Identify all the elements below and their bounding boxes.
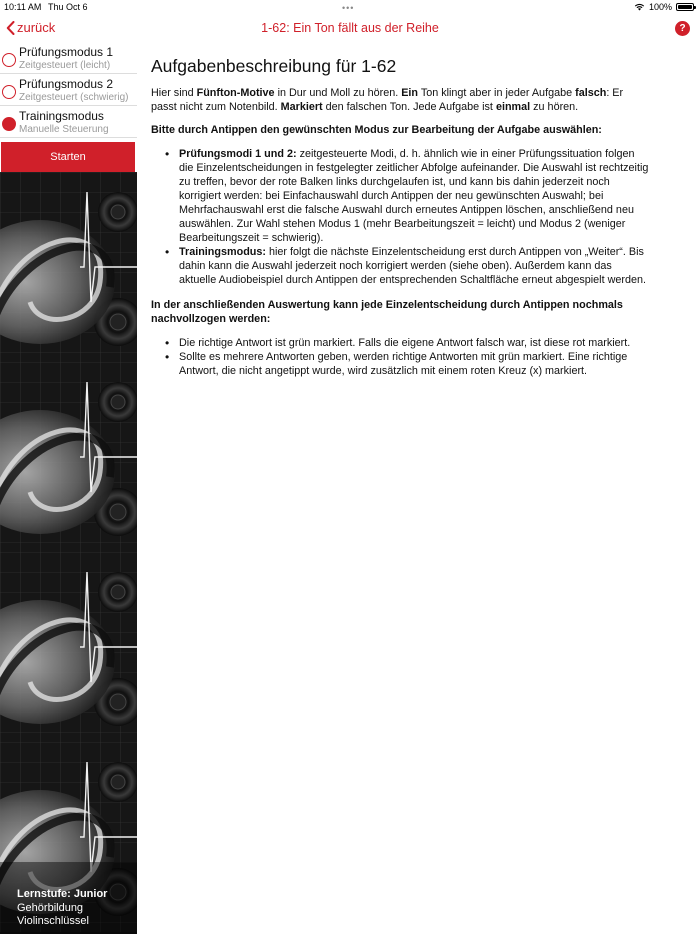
intro-text: Ton klingt aber in jeder Aufgabe (418, 87, 576, 99)
battery-icon (676, 3, 694, 11)
wifi-icon (634, 3, 645, 11)
status-time: 10:11 AM (4, 2, 42, 12)
mode-title: Prüfungsmodus 1 (19, 45, 114, 59)
clef-label: Violinschlüssel (17, 915, 89, 927)
mode-option-pruefungsmodus-1[interactable] (0, 42, 137, 74)
intro-bold: Ein (401, 87, 419, 99)
decorative-background-image (0, 172, 137, 934)
start-button[interactable]: Starten (1, 142, 135, 172)
mode-title: Trainingsmodus (19, 109, 104, 123)
intro-bold: einmal (495, 101, 531, 113)
list-item-label: Prüfungsmodi 1 und 2: (179, 148, 297, 160)
back-label: zurück (17, 20, 56, 35)
help-button[interactable]: ? (675, 21, 690, 36)
level-label: Lernstufe: Junior (17, 888, 108, 900)
intro-text: : Er passt nicht zum Notenbild. (151, 87, 624, 113)
intro-bold: Fünfton-Motive (196, 87, 275, 99)
mode-title: Prüfungsmodus 2 (19, 77, 114, 91)
battery-percent: 100% (648, 2, 672, 12)
radio-selected-icon (2, 117, 16, 131)
intro-text: Hier sind (151, 87, 197, 99)
mode-option-pruefungsmodus-2[interactable] (0, 74, 137, 106)
violin-scroll-artwork (0, 172, 137, 934)
radio-icon (2, 53, 16, 67)
intro-bold: falsch (575, 87, 607, 99)
intro-text: in Dur und Moll zu hören. (274, 87, 402, 99)
evaluation-list (165, 336, 651, 378)
mode-option-trainingsmodus[interactable] (0, 106, 137, 138)
page-title: 1-62: Ein Ton fällt aus der Reihe (261, 21, 439, 35)
task-description (151, 56, 651, 389)
content-heading: Aufgabenbeschreibung für 1-62 (151, 56, 397, 76)
category-label: Gehörbildung (17, 901, 84, 914)
mode-subtitle: Zeitgesteuert (schwierig) (19, 92, 129, 103)
mode-subtitle: Manuelle Steuerung (19, 124, 109, 135)
mode-subtitle: Zeitgesteuert (leicht) (19, 60, 111, 71)
sidebar (0, 42, 137, 934)
multitasking-dots-icon[interactable]: ••• (342, 3, 355, 13)
status-bar (0, 0, 700, 16)
list-item (165, 245, 651, 287)
intro-bold: Markiert (280, 101, 323, 113)
list-item: • Sollte es mehrere Antworten geben, werden richtige Antworten mit grün markiert. Eine richtige Antwort, die nicht angetippt wurde, wird zusätzlich mit einem roten Kreuz (x) markiert. (165, 350, 651, 378)
evaluation-prompt: In der anschließenden Auswertung kann jede Einzelentscheidung durch Antippen nochmals nachvollzogen werden: (151, 299, 623, 325)
intro-text: zu hören. (530, 101, 579, 113)
sidebar-info (17, 888, 107, 929)
radio-icon (2, 85, 16, 99)
intro-paragraph (151, 86, 651, 114)
list-item-text: hier folgt die nächste Einzelentscheidung erst durch Antippen von „Weiter“. Bis dahin kann die Auswahl jederzeit noch korrigiert werden (siehe oben). Außerdem kann das aktuelle Audiobeispiel durch Antippen der entsprechenden Schaltfläche erneut abgespielt werden. (179, 246, 646, 286)
intro-text: den falschen Ton. Jede Aufgabe ist (322, 101, 496, 113)
list-item (165, 147, 651, 245)
status-right (634, 2, 694, 12)
list-item-label: Trainingsmodus: (179, 246, 266, 258)
mode-description-list (165, 147, 651, 287)
list-item-text: zeitgesteuerte Modi, d. h. ähnlich wie in einer Prüfungssituation folgen die Einzelentscheidungen in festgelegter zeitlicher Abfolge aufeinander. Die Auswahl ist rechtzeitig zu treffen, bevor der rote Balken links durchgelaufen ist, und kann bis dahin jederzeit noch korrigiert werden: bei Einfachauswahl durch Antippen der neu gewünschten Auswahl; bei Mehrfachauswahl erst die falsche Auswahl durch erneutes Antippen löschen, anschließend neu auswählen. Zur Wahl stehen Modus 1 (mehr Bearbeitungszeit = leicht) und Modus 2 (weniger Bearbeitungszeit = schwierig). (179, 148, 649, 244)
navigation-bar (0, 16, 700, 42)
status-date: Thu Oct 6 (48, 2, 88, 12)
list-item: • Die richtige Antwort ist grün markiert. Falls die eigene Antwort falsch war, ist diese rot markiert. (165, 336, 651, 350)
mode-prompt: Bitte durch Antippen den gewünschten Modus zur Bearbeitung der Aufgabe auswählen: (151, 124, 602, 136)
